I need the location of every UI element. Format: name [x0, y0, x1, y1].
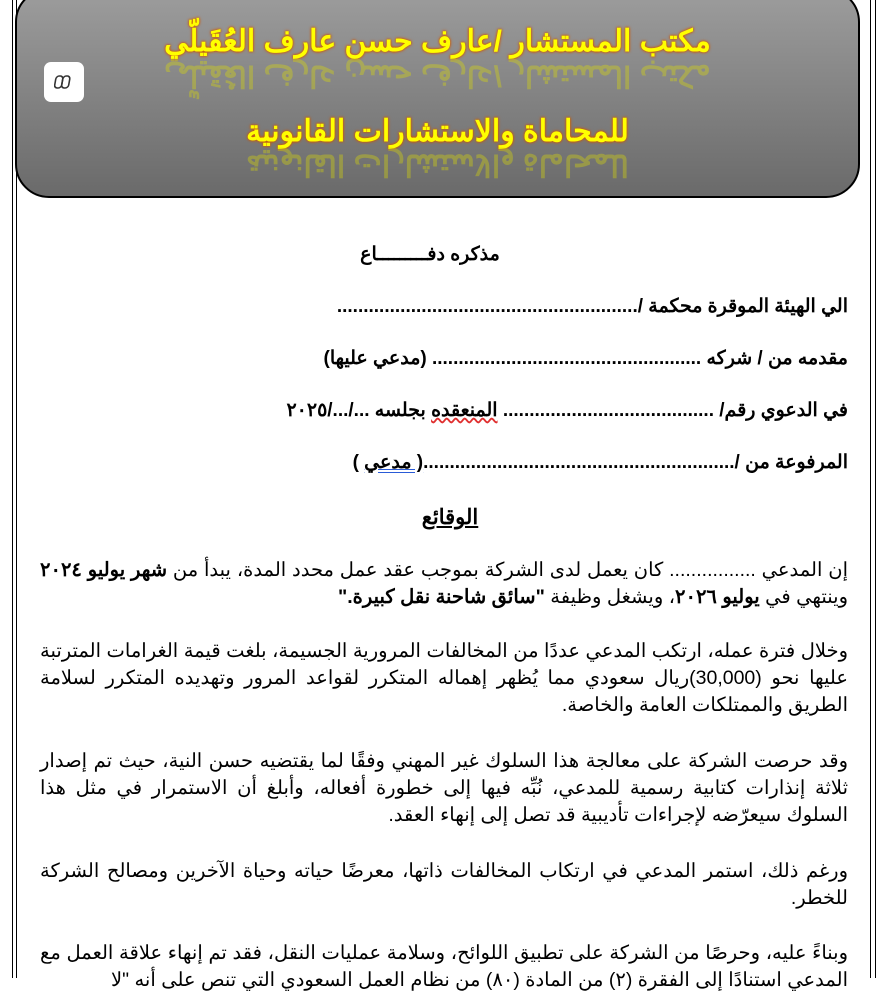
p1-job-title: "سائق شاحنة نقل كبيرة."	[337, 586, 545, 608]
paragraph-2: وخلال فترة عمله، ارتكب المدعي عددًا من المخالفات المرورية الجسيمة، بلغت قيمة الغرامات المترتبة عليها نحو (30,000)ريال سعودي مما يُظهر إهماله المتكرر لقواعد المرور وتهديده المتكرر لسلامة الطريق والممتلكات العامة والخاصة.	[40, 640, 848, 716]
letterhead-subtitle-reflection: للمحاماة والاستشارات القانونية	[246, 148, 629, 181]
closing-paren: )	[352, 452, 365, 473]
paragraph-4: ورغم ذلك، استمر المدعي في ارتكاب المخالفات ذاتها، معرضًا حياته وحياة الآخرين ومصالح الشركة للخطر.	[40, 860, 848, 909]
page-border-right	[875, 0, 876, 978]
copilot-icon[interactable]	[44, 62, 84, 102]
submitted-by-line: مقدمه من / شركه ................................................... (مدعي عليها)	[323, 348, 848, 369]
p1-end-date: يوليو ٢٠٢٦	[675, 586, 760, 608]
raised-by-line	[40, 451, 848, 474]
session-word: المنعقده	[431, 400, 498, 421]
p1-text-3: ، ويشغل وظيفة	[544, 586, 675, 608]
p1-text-2: وينتهي في	[759, 586, 848, 608]
session-date: بجلسه .../.../٢٠٢٥	[286, 400, 432, 421]
court-line: الي الهيئة الموقرة محكمة /.........................................................	[336, 296, 848, 317]
paragraph-5: وبناءً عليه، وحرصًا من الشركة على تطبيق اللوائح، وسلامة عمليات النقل، فقد تم إنهاء علاقة العمل مع المدعي استنادًا إلى الفقرة (٢) من المادة (٨٠) من نظام العمل السعودي التي تنص على أنه "لا	[40, 942, 848, 991]
paragraph-1	[40, 557, 848, 611]
p1-text: إن المدعي ................ كان يعمل لدى الشركة بموجب عقد عمل محدد المدة، يبدأ من	[167, 559, 848, 581]
letterhead-title-reflection: مكتب المستشار /عارف حسن عارف العُقَيلّي	[164, 59, 711, 92]
case-number-label: في الدعوي رقم/ ........................................	[497, 400, 848, 421]
paragraph-3: وقد حرصت الشركة على معالجة هذا السلوك غير المهني وفقًا لما يقتضيه حسن النية، حيث تم إصدار ثلاثة إنذارات كتابية رسمية للمدعي، نُبِّه فيها إلى خطورة أفعاله، وأبلغ أن الاستمرار في مثل هذا السلوك سيعرّضه لإجراءات تأديبية قد تصل إلى إنهاء العقد.	[40, 750, 848, 826]
case-number-line	[40, 399, 848, 422]
letterhead	[15, 0, 860, 198]
p1-start-date: شهر يوليو ٢٠٢٤	[40, 559, 168, 581]
page-border-left	[12, 0, 13, 978]
memo-title: مذكره دفـــــــــاع	[360, 244, 500, 265]
raised-by-label: المرفوعة من /...........................................................	[423, 452, 848, 473]
letterhead-title: مكتب المستشار /عارف حسن عارف العُقَيلّي	[164, 25, 711, 58]
facts-heading: الوقائع	[421, 506, 479, 529]
plaintiff-label: ( مدعي	[364, 452, 424, 473]
page-border-right-inner	[870, 0, 871, 978]
letterhead-subtitle: للمحاماة والاستشارات القانونية	[246, 115, 629, 148]
